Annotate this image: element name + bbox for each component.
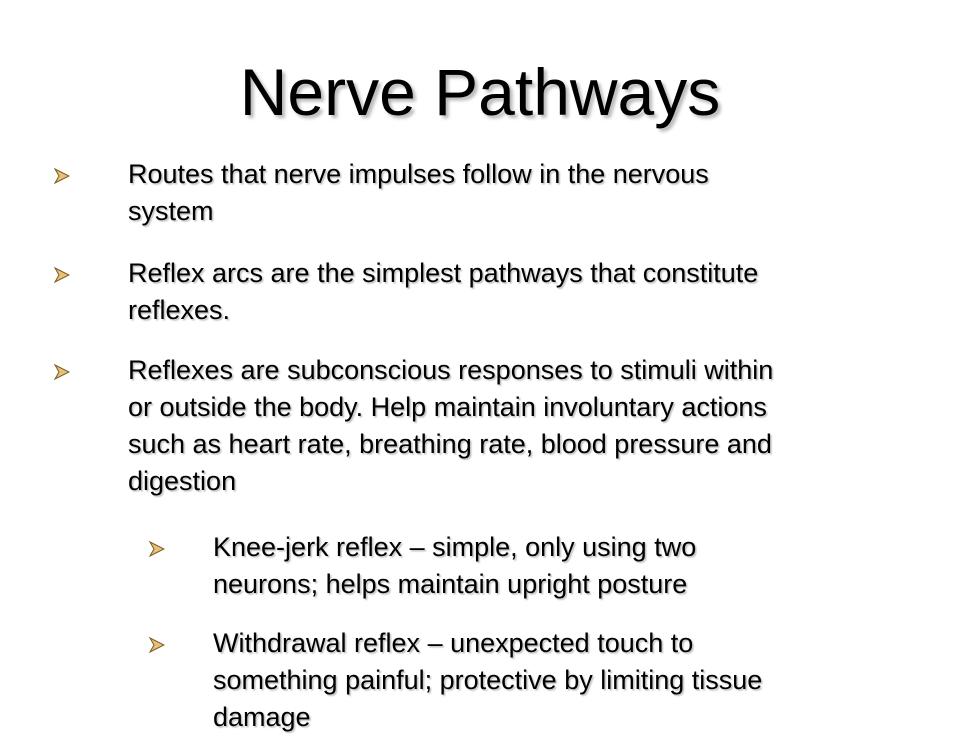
double-arrow-bullet-icon (149, 637, 165, 653)
bullet-line: such as heart rate, breathing rate, blood pressure and (128, 429, 772, 459)
bullet-line: something painful; protective by limiting tissue (213, 665, 763, 695)
bullet-line: Knee-jerk reflex – simple, only using two (213, 532, 697, 562)
bullet-line: Routes that nerve impulses follow in the nervous (128, 159, 709, 189)
bullet-item-routes (128, 156, 918, 230)
bullet-item-reflexes (128, 352, 918, 500)
bullet-line: or outside the body. Help maintain involuntary actions (128, 392, 767, 422)
bullet-line: neurons; helps maintain upright posture (213, 569, 688, 599)
bullet-line: Withdrawal reflex – unexpected touch to (213, 628, 694, 658)
bullet-line: Reflex arcs are the simplest pathways that constitute (128, 258, 759, 288)
double-arrow-bullet-icon (54, 364, 70, 380)
bullet-line: reflexes. (128, 295, 231, 325)
bullet-line: system (128, 196, 214, 226)
double-arrow-bullet-icon (54, 168, 70, 184)
slide-title: Nerve Pathways (239, 55, 721, 129)
bullet-line: Reflexes are subconscious responses to stimuli within (128, 355, 774, 385)
bullet-item-knee-jerk (213, 529, 903, 603)
double-arrow-bullet-icon (54, 267, 70, 283)
bullet-item-withdrawal (213, 625, 903, 736)
bullet-line: damage (213, 702, 311, 732)
bullet-line: digestion (128, 466, 237, 496)
bullet-item-reflex-arcs (128, 255, 918, 329)
double-arrow-bullet-icon (149, 541, 165, 557)
